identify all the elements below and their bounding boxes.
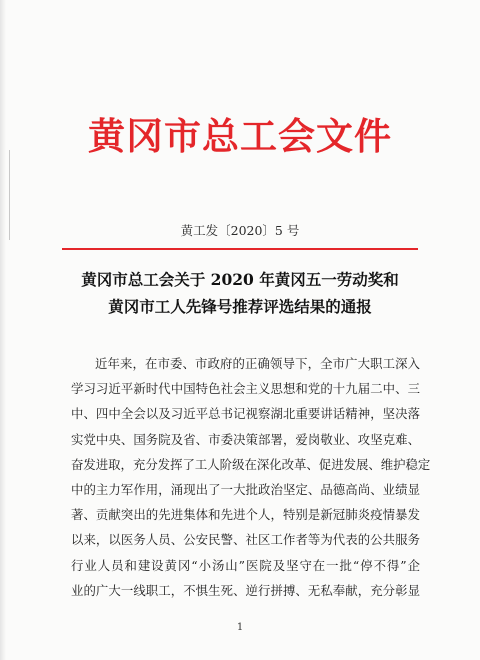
title-line-1: 黄冈市总工会关于 2020 年黄冈五一劳动奖和: [81, 270, 399, 289]
body-line: 以来，以医务人员、公安民警、社区工作者等为代表的公共服务: [71, 532, 420, 548]
body-line: 行业人员和建设黄冈“小汤山”医院及坚守在一批“停不得”企: [71, 557, 420, 573]
body-line: 中、四中全会以及习近平总书记视察湖北重要讲话精神，坚决落: [71, 406, 420, 422]
page-number: 1: [236, 622, 244, 633]
title-line-2: 黄冈市工人先锋号推荐评选结果的通报: [108, 297, 372, 316]
body-line: 学习习近平新时代中国特色社会主义思想和党的十九届二中、三: [71, 381, 420, 397]
body-line: 业的广大一线职工，不惧生死、逆行拼搏、无私奉献，充分彰显: [71, 582, 420, 598]
document-number: 黄工发〔2020〕5 号: [180, 223, 300, 238]
body-line: 近年来，在市委、市政府的正确领导下，全市广大职工深入: [95, 356, 420, 371]
page-edge-shadow: [0, 0, 6, 660]
red-header-title: 黄冈市总工会文件: [88, 114, 392, 158]
body-line: 奋发进取，充分发挥了工人阶级在深化改革、促进发展、维护稳定: [71, 456, 431, 472]
body-line: 著、贡献突出的先进集体和先进个人，特别是新冠肺炎疫情暴发: [71, 507, 420, 523]
body-paragraph: [71, 351, 431, 603]
red-separator-line: [62, 248, 418, 250]
document-title: [70, 266, 410, 320]
body-line: 实党中央、国务院及省、市委决策部署，爱岗敬业、攻坚克难、: [71, 431, 420, 447]
body-line: 中的主力军作用，涌现出了一大批政治坚定、品德高尚、业绩显: [71, 481, 420, 497]
